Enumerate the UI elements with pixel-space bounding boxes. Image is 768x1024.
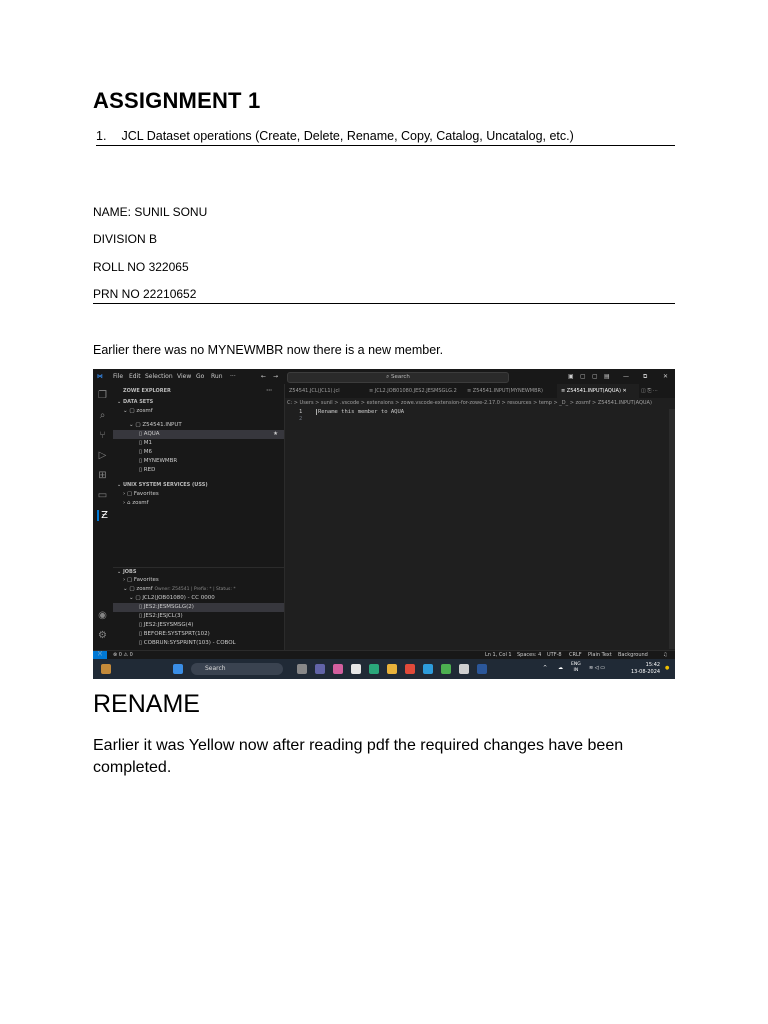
document-title: ASSIGNMENT 1 bbox=[93, 88, 261, 113]
file-explorer-icon[interactable] bbox=[387, 664, 397, 674]
taskbar-search[interactable]: Search bbox=[191, 663, 283, 675]
code-line-1[interactable]: Rename this member to AQUA bbox=[318, 409, 405, 415]
background-status[interactable]: Background bbox=[618, 652, 648, 658]
tree-jobs-favorites[interactable]: › ▢ Favorites bbox=[123, 577, 159, 583]
language-mode[interactable]: Plain Text bbox=[588, 652, 612, 658]
tree-spool-jesmsglg[interactable]: ▯ JES2:JESMSGLG(2) bbox=[113, 603, 284, 612]
divider bbox=[93, 303, 675, 304]
tab-mynewmbr[interactable]: ≡ Z54541.INPUT(MYNEWMBR) bbox=[467, 388, 543, 394]
search-icon[interactable]: ⌕ bbox=[99, 410, 106, 421]
account-icon[interactable]: ◉ bbox=[98, 610, 107, 621]
minimize-icon[interactable]: — bbox=[623, 373, 629, 380]
vscode-taskbar-icon[interactable] bbox=[423, 664, 433, 674]
problems-count[interactable]: ⊗ 0 ⚠ 0 bbox=[113, 652, 133, 658]
remote-indicator-icon[interactable]: ⟩⟨ bbox=[93, 651, 107, 660]
store-icon[interactable] bbox=[351, 664, 361, 674]
task-line bbox=[96, 129, 675, 146]
student-name: NAME: SUNIL SONU bbox=[93, 205, 208, 219]
tree-member-red[interactable]: ▯ RED bbox=[139, 467, 156, 473]
notifications-icon[interactable]: ♫ bbox=[663, 652, 668, 658]
note-rename: Earlier it was Yellow now after reading pdf the required changes have been completed. bbox=[93, 737, 624, 776]
vscode-screenshot bbox=[93, 369, 675, 679]
zowe-icon[interactable]: Ƶ bbox=[97, 510, 110, 521]
tree-member-m1[interactable]: ▯ M1 bbox=[139, 440, 153, 446]
settings-gear-icon[interactable]: ⚙ bbox=[98, 630, 107, 641]
app-icon[interactable] bbox=[459, 664, 469, 674]
nav-forward-icon[interactable]: → bbox=[273, 373, 279, 380]
run-debug-icon[interactable]: ▷ bbox=[98, 450, 107, 461]
breadcrumb[interactable]: C: > Users > sunil > .vscode > extensions > zowe.vscode-extension-for-zowe-2.17.0 > resources > temp > _D_ > zosmf > Z54541.INPUT(AQUA) bbox=[287, 400, 652, 406]
close-icon[interactable]: ✕ bbox=[663, 373, 669, 380]
activity-bar bbox=[93, 384, 113, 650]
editor-actions[interactable]: ◫ ⎘ ··· bbox=[641, 388, 658, 394]
task-text: JCL Dataset operations (Create, Delete, Rename, Copy, Catalog, Uncatalog, etc.) bbox=[121, 129, 574, 143]
note-new-member: Earlier there was no MYNEWMBR now there is a new member. bbox=[93, 343, 444, 357]
remote-icon[interactable]: ▭ bbox=[97, 490, 108, 501]
chrome-profile-icon[interactable] bbox=[441, 664, 451, 674]
windows-taskbar bbox=[93, 659, 675, 679]
jobs-section[interactable]: ⌄ JOBS bbox=[113, 567, 288, 577]
explorer-more-icon[interactable]: ··· bbox=[266, 388, 272, 394]
encoding[interactable]: UTF-8 bbox=[547, 652, 562, 658]
notification-bell-icon[interactable]: ● bbox=[665, 665, 670, 671]
task-view-icon[interactable] bbox=[297, 664, 307, 674]
maximize-icon[interactable]: ⧉ bbox=[643, 373, 648, 380]
tree-spool-jesysmsg[interactable]: ▯ JES2:JESYSMSG(4) bbox=[139, 622, 194, 628]
cloud-icon[interactable]: ☁ bbox=[558, 665, 563, 671]
weather-icon[interactable] bbox=[101, 664, 111, 674]
tree-uss-zosmf[interactable]: › ⌂ zosmf bbox=[123, 500, 149, 506]
menu-edit[interactable]: Edit bbox=[129, 373, 141, 380]
teams-icon[interactable] bbox=[315, 664, 325, 674]
clock[interactable]: 15:42 13-08-2024 bbox=[631, 662, 661, 675]
word-icon[interactable] bbox=[477, 664, 487, 674]
menu-selection[interactable]: Selection bbox=[145, 373, 173, 380]
extensions-icon[interactable]: ⊞ bbox=[98, 470, 107, 481]
nav-back-icon[interactable]: ← bbox=[261, 373, 267, 380]
explorer-icon[interactable]: ❐ bbox=[98, 390, 107, 401]
search-icon: ⌕ bbox=[386, 374, 391, 380]
menu-go[interactable]: Go bbox=[196, 373, 205, 380]
wifi-icon[interactable]: ≋ ◁ ▭ bbox=[589, 665, 605, 671]
section-heading-rename: RENAME bbox=[93, 690, 200, 718]
tree-spool-jesjcl[interactable]: ▯ JES2:JESJCL(3) bbox=[139, 613, 183, 619]
editor-scrollbar[interactable] bbox=[669, 409, 675, 649]
line-endings[interactable]: CRLF bbox=[569, 652, 582, 658]
tree-input-dataset[interactable]: ⌄ ▢ Z54541.INPUT bbox=[129, 422, 182, 428]
tree-uss-favorites[interactable]: › ▢ Favorites bbox=[123, 491, 159, 497]
explorer-header: ZOWE EXPLORER ··· bbox=[123, 388, 272, 394]
sidebar-toggle-icon[interactable]: ▢ bbox=[592, 373, 598, 380]
language-indicator[interactable]: ENG IN bbox=[571, 662, 581, 673]
tree-zosmf-datasets[interactable]: ⌄ ▢ zosmf bbox=[123, 408, 153, 414]
editor-tabs bbox=[285, 384, 675, 398]
editor-area bbox=[285, 384, 675, 650]
tree-member-m6[interactable]: ▯ M6 bbox=[139, 449, 153, 455]
line-number-1: 1 bbox=[299, 409, 303, 415]
tree-job-jcl2[interactable]: ⌄ ▢ JCL2(JOB01080) - CC 0000 bbox=[129, 595, 215, 601]
panel-toggle-icon[interactable]: ▢ bbox=[580, 373, 586, 380]
uss-section[interactable]: ⌄ UNIX SYSTEM SERVICES (USS) bbox=[117, 482, 208, 488]
student-prn: PRN NO 22210652 bbox=[93, 287, 197, 301]
tray-chevron-icon[interactable]: ^ bbox=[543, 665, 548, 671]
edge-icon[interactable] bbox=[369, 664, 379, 674]
favorite-star-icon[interactable]: ★ bbox=[273, 431, 278, 437]
task-number: 1. bbox=[96, 129, 107, 143]
tree-jobs-zosmf[interactable]: ⌄ ▢ zosmf Owner: Z54541 | Prefix: * | Status: * bbox=[123, 586, 236, 592]
menu-view[interactable]: View bbox=[177, 373, 192, 380]
zowe-explorer-sidebar bbox=[113, 384, 285, 650]
tree-spool-cobrun[interactable]: ▯ COBRUN:SYSPRINT(103) - COBOL bbox=[139, 640, 236, 646]
copilot-icon[interactable] bbox=[333, 664, 343, 674]
windows-start-icon[interactable] bbox=[173, 664, 183, 674]
menu-more[interactable]: ··· bbox=[230, 373, 236, 380]
student-division: DIVISION B bbox=[93, 232, 158, 246]
menu-run[interactable]: Run bbox=[211, 373, 223, 380]
tree-spool-before[interactable]: ▯ BEFORE:SYSTSPRT(102) bbox=[139, 631, 210, 637]
tree-member-aqua[interactable]: ▯ AQUA ★ bbox=[113, 430, 284, 439]
chrome-icon[interactable] bbox=[405, 664, 415, 674]
tree-member-mynewmbr[interactable]: ▯ MYNEWMBR bbox=[139, 458, 178, 464]
menu-file[interactable]: File bbox=[113, 373, 124, 380]
tab-aqua[interactable]: ≡ Z54541.INPUT(AQUA) ✕ bbox=[557, 384, 639, 398]
cursor-position[interactable]: Ln 1, Col 1 bbox=[485, 652, 512, 658]
source-control-icon[interactable]: ⑂ bbox=[99, 430, 106, 441]
layout-toggle-icon[interactable]: ▣ bbox=[568, 373, 574, 380]
tab-jesmsglg[interactable]: ≡ JCL2.JOB01080.JES2.JESMSGLG.2 bbox=[369, 388, 457, 394]
line-number-2: 2 bbox=[299, 416, 303, 422]
tab-jcl1[interactable]: Z54541.JCL(JCL1).jcl bbox=[289, 388, 340, 394]
vscode-logo-icon: ⋈ bbox=[97, 373, 103, 380]
command-search-label: Search bbox=[390, 374, 410, 380]
data-sets-section[interactable]: ⌄ DATA SETS bbox=[117, 399, 154, 405]
indentation[interactable]: Spaces: 4 bbox=[517, 652, 542, 658]
student-roll: ROLL NO 322065 bbox=[93, 260, 189, 274]
title-bar bbox=[93, 369, 675, 385]
customize-layout-icon[interactable]: ▤ bbox=[604, 373, 610, 380]
command-search[interactable] bbox=[287, 372, 509, 383]
